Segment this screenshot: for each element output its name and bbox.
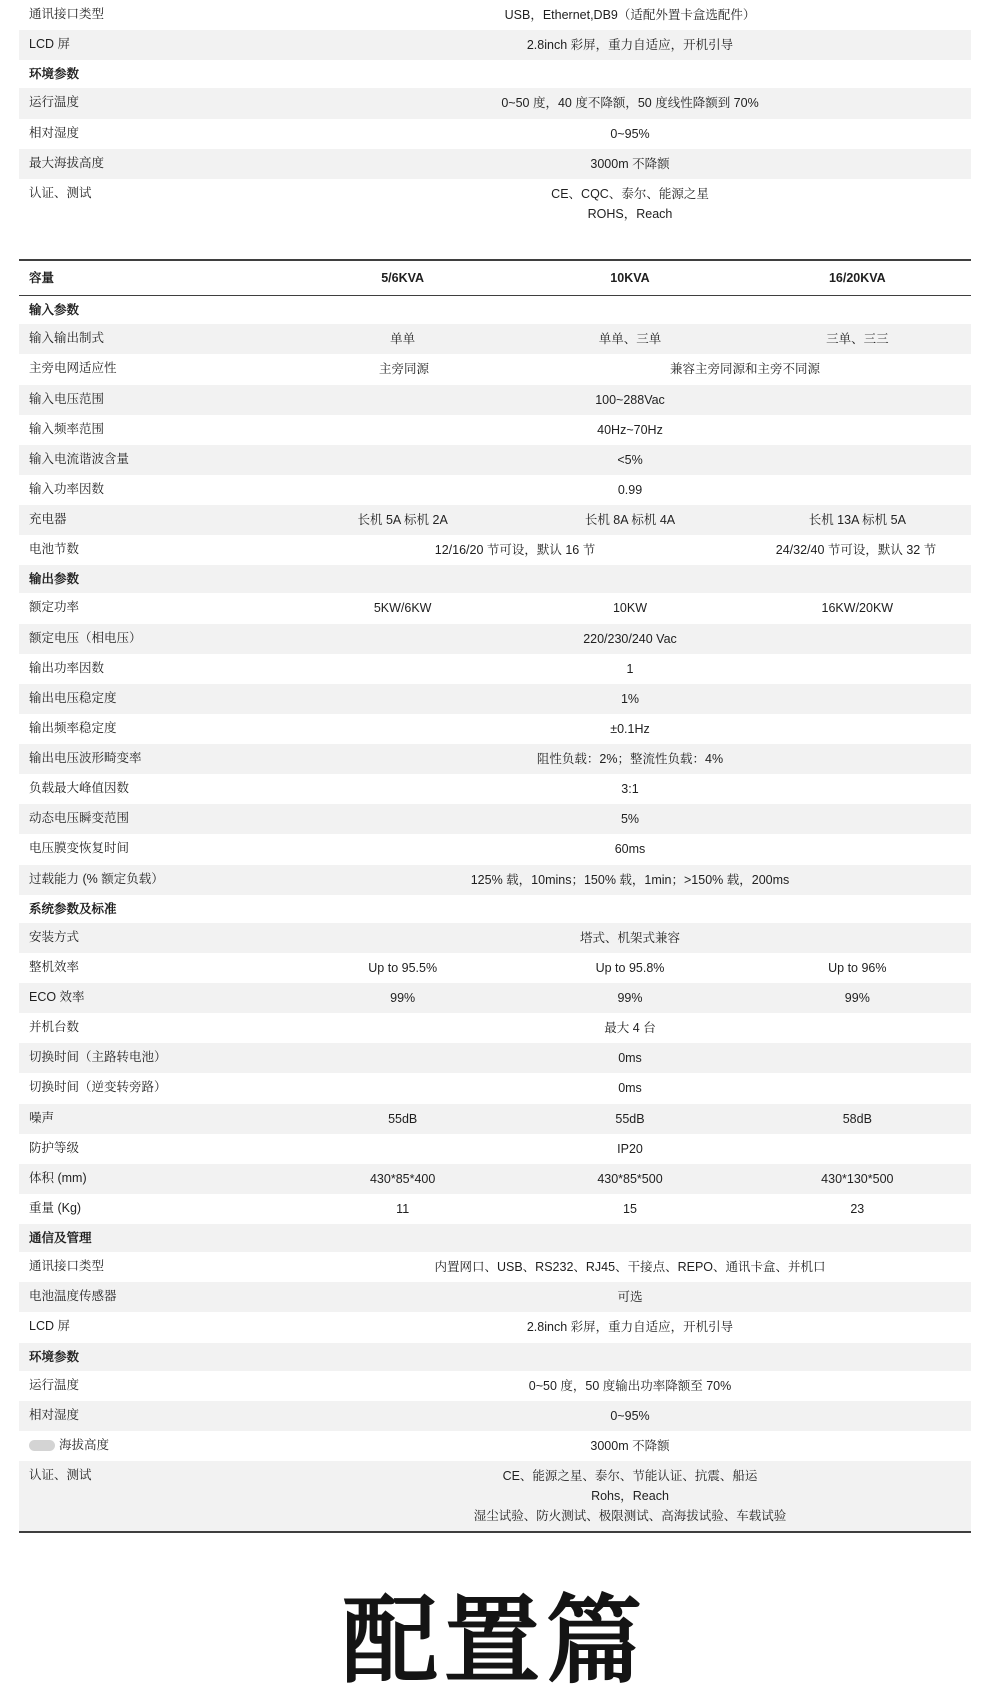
row-value: 40Hz~70Hz [597,422,663,437]
table-row [19,1461,971,1531]
table-row [19,923,971,953]
row-value: Up to 95.5% [368,960,438,975]
row-value: 0~50 度，40 度不降额，50 度线性降额到 70% [501,96,759,111]
table-row [19,535,971,565]
row-label: 输入输出制式 [29,331,105,346]
table-row [19,354,971,384]
table-row [19,149,971,179]
row-value: CE、能源之星、泰尔、节能认证、抗震、船运 Rohs，Reach 湿尘试验、防火测试、极限测试、高海拔试验、车载试验 [473,1469,787,1524]
row-label: 电压膜变恢复时间 [29,841,130,856]
row-value: 16KW/20KW [821,601,894,616]
table-bottom-rule [19,1531,971,1533]
row-value: IP20 [617,1141,643,1156]
table-row [19,445,971,475]
row-value: 5% [620,812,640,827]
row-label: 输入频率范围 [29,421,105,436]
row-label: 输入功率因数 [29,481,105,496]
table-row [19,1194,971,1224]
table-row [19,30,971,60]
table-row [19,1224,971,1252]
header-label: 容量 [29,271,55,285]
table-row [19,385,971,415]
table-row [19,0,971,30]
row-value [289,895,971,923]
row-label: 最大海拔高度 [29,155,105,170]
chapter-title-block [0,1585,990,1697]
table-row [19,119,971,149]
row-value [289,296,971,324]
table-row [19,1282,971,1312]
row-value: ±0.1Hz [610,721,650,736]
row-label: 输入参数 [29,303,80,318]
row-value: 三单、三三 [826,332,889,347]
row-label: 切换时间（逆变转旁路） [29,1080,167,1095]
row-value: 1 [626,661,634,676]
row-label: 整机效率 [29,959,80,974]
row-value: 60ms [614,842,646,857]
row-label: 通讯接口类型 [29,1259,105,1274]
table-row [19,744,971,774]
row-label: LCD 屏 [29,1319,70,1334]
table-row [19,983,971,1013]
row-label: 输出电压稳定度 [29,690,117,705]
row-value: 最大 4 台 [604,1021,656,1036]
row-value: 430*85*500 [597,1171,663,1186]
row-label-text: 海拔高度 [59,1437,110,1452]
row-label: 电池温度传感器 [29,1289,117,1304]
table-row [19,1252,971,1282]
row-label [19,1431,289,1461]
table-row [19,475,971,505]
table-row [19,1073,971,1103]
row-value: 单单 [390,332,416,347]
row-label: LCD 屏 [29,37,70,52]
row-value: Up to 95.8% [595,960,665,975]
row-label: 过载能力 (% 额定负载） [29,871,164,886]
row-value [289,565,971,593]
row-label: 系统参数及标准 [29,901,117,916]
row-label: 切换时间（主路转电池） [29,1050,167,1065]
row-value: 2.8inch 彩屏，重力自适应，开机引导 [526,38,734,53]
row-label: 电池节数 [29,542,80,557]
table-row [19,684,971,714]
table-row [19,1431,971,1461]
main-spec-table [0,259,990,1533]
row-value: 0ms [618,1051,642,1066]
table-row [19,1043,971,1073]
row-label: 负载最大峰值因数 [29,781,130,796]
row-label: 并机台数 [29,1020,80,1035]
row-label: 认证、测试 [29,185,92,200]
row-value: 0~95% [610,126,650,141]
row-label: 噪声 [29,1110,55,1125]
page-title: 配置篇 [342,1585,648,1697]
header-capacity-2: 10KVA [610,271,650,285]
row-value: 11 [396,1201,410,1216]
table-row [19,1013,971,1043]
row-value: 可选 [617,1290,643,1305]
row-value: 塔式、机架式兼容 [579,930,680,945]
table-row [19,179,971,229]
row-value: 0~95% [610,1408,650,1423]
table-row [19,714,971,744]
row-value [289,1343,971,1371]
row-label: 体积 (mm) [29,1170,87,1185]
row-value: 长机 8A 标机 4A [584,513,676,527]
row-label: 环境参数 [29,1349,80,1364]
row-label: 充电器 [29,512,67,526]
row-label: 输出参数 [29,572,80,587]
row-value: CE、CQC、泰尔、能源之星 ROHS，Reach [551,186,709,221]
row-label: 输入电流谐波含量 [29,451,130,466]
row-value: 3:1 [621,782,639,797]
row-value: 99% [617,991,643,1005]
row-value: 主旁同源 [378,362,429,377]
row-label: 动态电压瞬变范围 [29,811,130,826]
header-capacity-3: 16/20KVA [828,271,886,285]
row-value: 单单、三单 [598,332,662,347]
row-value: 55dB [388,1111,418,1126]
table-row [19,324,971,354]
row-value: 430*85*400 [369,1171,436,1186]
row-label: 额定功率 [29,600,80,615]
row-value: 99% [390,991,416,1005]
row-value: 23 [850,1201,865,1216]
row-value: USB，Ethernet,DB9（适配外置卡盒选配件） [504,8,756,22]
row-label: 安装方式 [29,929,80,944]
row-label: 运行温度 [29,1377,80,1392]
table-row [19,895,971,923]
row-label: 额定电压（相电压） [29,630,142,645]
table-row [19,1312,971,1342]
row-value: 220/230/240 Vac [583,631,677,646]
row-value: 3000m 不降额 [590,1438,670,1453]
row-value: 55dB [615,1111,645,1126]
row-value: 0ms [618,1081,642,1096]
header-capacity-1: 5/6KVA [381,271,425,285]
row-value: 0~50 度，50 度输出功率降额至 70% [528,1378,732,1393]
row-value: 15 [623,1201,637,1216]
row-value: 长机 13A 标机 5A [808,513,906,527]
row-label: 相对湿度 [29,125,80,140]
row-label: 重量 (Kg) [29,1200,82,1215]
top-spec-table [0,0,990,229]
row-value: 3000m 不降额 [590,156,670,171]
row-label: 输出电压波形畸变率 [29,751,142,765]
row-label: 认证、测试 [29,1468,92,1482]
row-value: 58dB [842,1111,872,1126]
table-row [19,1164,971,1194]
table-row [19,654,971,684]
table-row [19,1104,971,1134]
table-row [19,1134,971,1164]
table-row [19,1401,971,1431]
row-value: 12/16/20 节可设，默认 16 节 [434,543,596,558]
table-row [19,804,971,834]
row-value: 长机 5A 标机 2A [357,513,448,527]
row-value: 24/32/40 节可设，默认 32 节 [775,543,937,558]
table-row [19,60,971,88]
table-row [19,565,971,593]
row-value [289,60,971,88]
row-label: 输出功率因数 [29,660,105,675]
table-header-row [19,259,971,296]
row-label: 通讯接口类型 [29,7,105,21]
row-value: 内置网口、USB、RS232、RJ45、干接点、REPO、通讯卡盒、并机口 [434,1260,826,1275]
row-value: 100~288Vac [595,392,665,407]
row-label: ECO 效率 [29,990,85,1004]
table-row [19,593,971,623]
row-label: 相对湿度 [29,1407,80,1422]
bullet-icon [29,1440,55,1451]
row-value: 125% 载，10mins；150% 载，1min；>150% 载，200ms [470,872,790,887]
row-value: Up to 96% [828,960,887,975]
table-row [19,624,971,654]
row-label: 通信及管理 [29,1231,92,1245]
table-row [19,415,971,445]
row-label: 输入电压范围 [29,391,105,406]
row-label: 主旁电网适应性 [29,361,117,376]
row-label: 运行温度 [29,95,80,110]
row-value: 5KW/6KW [373,601,432,616]
table-row [19,953,971,983]
row-label: 输出频率稳定度 [29,720,117,735]
row-label: 环境参数 [29,67,80,82]
row-value: 1% [620,691,640,706]
table-separator-band [0,229,990,259]
row-value: <5% [617,452,643,467]
table-row [19,865,971,895]
row-value: 2.8inch 彩屏，重力自适应，开机引导 [526,1320,734,1335]
row-value: 99% [844,991,870,1005]
table-row [19,1371,971,1401]
row-value: 阻性负载：2%；整流性负载：4% [536,752,724,766]
row-label: 防护等级 [29,1140,80,1155]
row-value: 10KW [612,601,648,616]
table-row [19,834,971,864]
table-row [19,1343,971,1371]
row-value: 430*130*500 [821,1171,894,1186]
row-value [289,1224,971,1252]
row-value: 0.99 [617,482,643,497]
table-row [19,505,971,535]
row-value: 兼容主旁同源和主旁不同源 [669,362,820,377]
table-row [19,296,971,324]
table-row [19,774,971,804]
table-row [19,88,971,118]
